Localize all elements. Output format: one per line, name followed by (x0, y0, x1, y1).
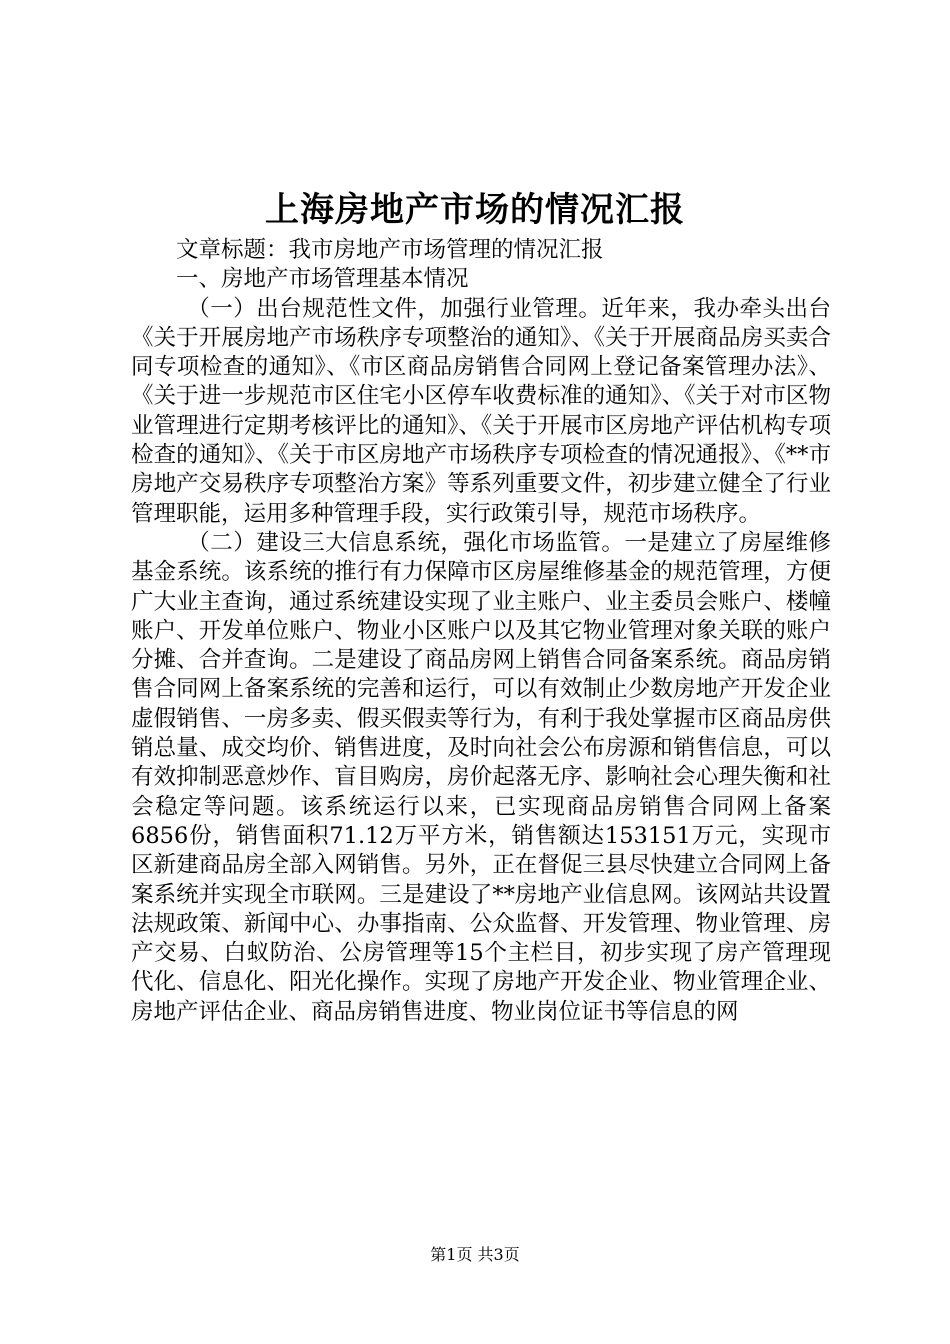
section-heading: 一、房地产市场管理基本情况 (176, 266, 469, 293)
paragraph-one: （一）出台规范性文件，加强行业管理。近年来，我办牵头出台《关于开展房地产市场秩序专项整治的通知》、《关于开展商品房买卖合同专项检查的通知》、《市区商品房销售合同网上登记备案管理办法》、《关于进一步规范市区住宅小区停车收费标准的通知》、《关于对市区物业管理进行定期考核评比的通知》、《关于开展市区房地产评估机构专项检查的通知》、《关于市区房地产市场秩序专项检查的情况通报》、《**市房地产交易秩序专项整治方案》等系列重要文件，初步建立健全了行业管理职能，运用多种管理手段，实行政策引导，规范市场秩序。 (131, 295, 831, 527)
page-footer: 第1页 共3页 (430, 1245, 520, 1264)
document-body (131, 236, 831, 1027)
document-title: 上海房地产市场的情况汇报 (265, 190, 685, 230)
paragraph-two: （二）建设三大信息系统，强化市场监管。一是建立了房屋维修基金系统。该系统的推行有力保障市区房屋维修基金的规范管理，方便广大业主查询，通过系统建设实现了业主账户、业主委员会账户、楼幢账户、开发单位账户、物业小区账户以及其它物业管理对象关联的账户分摊、合并查询。二是建设了商品房网上销售合同备案系统。商品房销售合同网上备案系统的完善和运行，可以有效制止少数房地产开发企业虚假销售、一房多卖、假买假卖等行为，有利于我处掌握市区商品房供销总量、成交均价、销售进度，及时向社会公布房源和销售信息，可以有效抑制恶意炒作、盲目购房，房价起落无序、影响社会心理失衡和社会稳定等问题。该系统运行以来，已实现商品房销售合同网上备案6856份，销售面积71.12万平方米，销售额达153151万元，实现市区新建商品房全部入网销售。另外，正在督促三县尽快建立合同网上备案系统并实现全市联网。三是建设了**房地产业信息网。该网站共设置法规政策、新闻中心、办事指南、公众监督、开发管理、物业管理、房产交易、白蚁防治、公房管理等15个主栏目，初步实现了房产管理现代化、信息化、阳光化操作。实现了房地产开发企业、物业管理企业、房地产评估企业、商品房销售进度、物业岗位证书等信息的网 (131, 529, 831, 1025)
article-title-line: 文章标题：我市房地产市场管理的情况汇报 (176, 237, 604, 263)
